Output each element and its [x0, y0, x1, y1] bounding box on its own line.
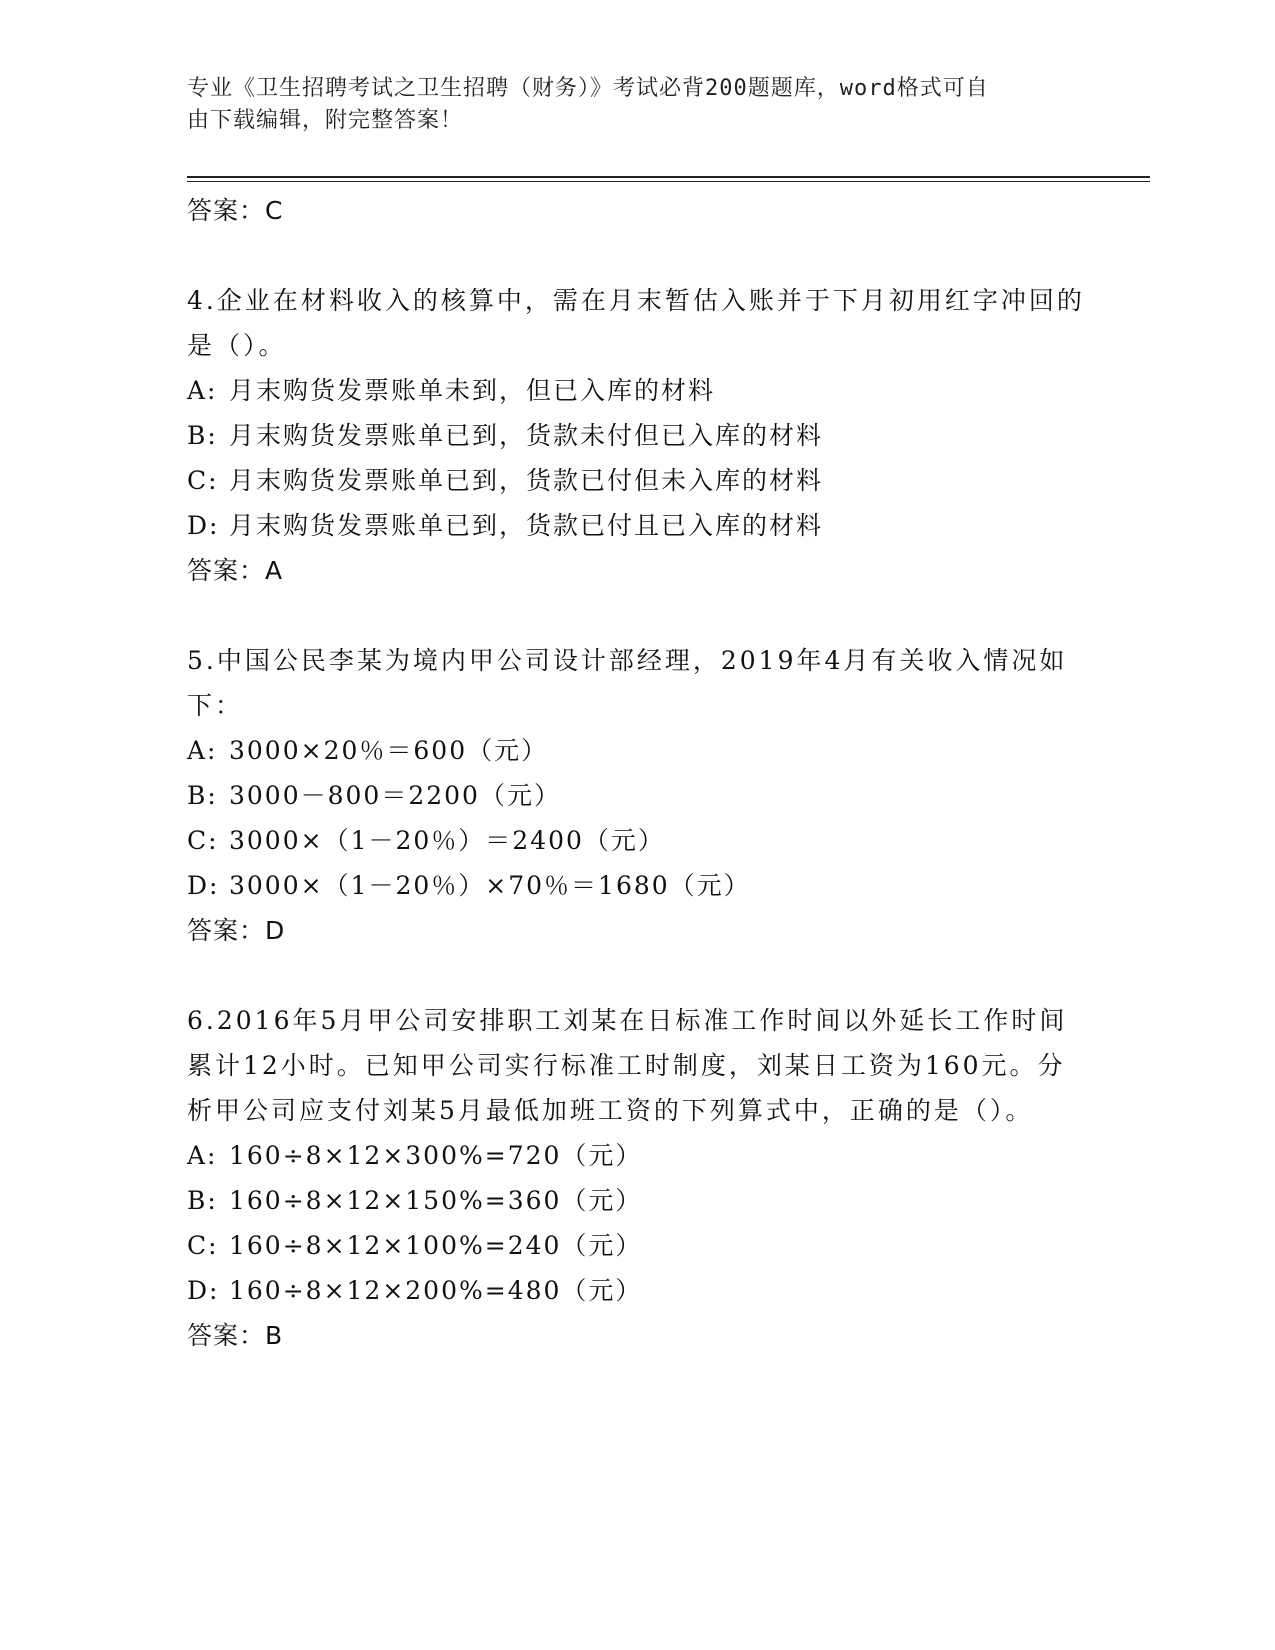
option-d — [187, 503, 1087, 548]
question-text: 6.2016年5月甲公司安排职工刘某在日标准工作时间以外延长工作时间累计12小时。已知甲公司实行标准工时制度，刘某日工资为160元。分析甲公司应支付刘某5月最低加班工资的下列算式中，正确的是（）。 — [187, 1006, 1068, 1125]
option-text: 160÷8×12×300%=720（元） — [229, 1141, 643, 1170]
question-text: 4.企业在材料收入的核算中，需在月末暂估入账并于下月初用红字冲回的是（）。 — [187, 286, 1085, 360]
option-text: 160÷8×12×150%=360（元） — [229, 1186, 643, 1215]
option-letter: B: — [187, 421, 218, 450]
question-5 — [187, 638, 1087, 953]
option-text: 月末购货发票账单已到，货款未付但已入库的材料 — [229, 421, 824, 450]
option-letter: B: — [187, 781, 218, 810]
option-text: 3000×（1－20％）×70％＝1680（元） — [229, 871, 751, 900]
header-line-2: 由下载编辑，附完整答案！ — [187, 108, 464, 133]
header-line-1: 专业《卫生招聘考试之卫生招聘（财务）》考试必背200题题库，word格式可自 — [187, 76, 989, 101]
option-a — [187, 368, 1087, 413]
option-c — [187, 458, 1087, 503]
option-text: 160÷8×12×200%=480（元） — [229, 1276, 643, 1305]
option-a — [187, 1133, 1087, 1178]
option-letter: D: — [187, 511, 220, 540]
option-letter: C: — [187, 1231, 219, 1260]
option-b — [187, 773, 1087, 818]
option-d — [187, 1268, 1087, 1313]
document-header — [187, 73, 1067, 137]
answer-label: 答案：D — [187, 916, 286, 945]
header-divider-thick — [187, 176, 1150, 178]
option-text: 160÷8×12×100%=240（元） — [229, 1231, 643, 1260]
option-letter: A: — [187, 1141, 218, 1170]
option-letter: D: — [187, 1276, 220, 1305]
option-c — [187, 818, 1087, 863]
option-letter: B: — [187, 1186, 218, 1215]
option-text: 月末购货发票账单已到，货款已付且已入库的材料 — [229, 511, 824, 540]
option-text: 月末购货发票账单未到，但已入库的材料 — [229, 376, 716, 405]
question-4 — [187, 278, 1087, 593]
option-text: 月末购货发票账单已到，货款已付但未入库的材料 — [229, 466, 824, 495]
option-text: 3000×20％＝600（元） — [229, 736, 549, 765]
option-letter: A: — [187, 376, 218, 405]
option-letter: D: — [187, 871, 220, 900]
question-6 — [187, 998, 1087, 1358]
option-text: 3000×（1－20％）＝2400（元） — [229, 826, 665, 855]
option-letter: C: — [187, 466, 219, 495]
answer-previous-question: 答案：C — [187, 196, 284, 225]
option-b — [187, 1178, 1087, 1223]
option-c — [187, 1223, 1087, 1268]
answer-label: 答案：A — [187, 556, 284, 585]
header-divider-thin — [187, 181, 1150, 182]
option-b — [187, 413, 1087, 458]
answer-label: 答案：B — [187, 1321, 284, 1350]
option-a — [187, 728, 1087, 773]
option-text: 3000－800＝2200（元） — [229, 781, 561, 810]
option-letter: C: — [187, 826, 219, 855]
option-letter: A: — [187, 736, 218, 765]
option-d — [187, 863, 1087, 908]
question-text: 5.中国公民李某为境内甲公司设计部经理，2019年4月有关收入情况如下： — [187, 646, 1068, 720]
question-list — [187, 188, 1087, 1358]
